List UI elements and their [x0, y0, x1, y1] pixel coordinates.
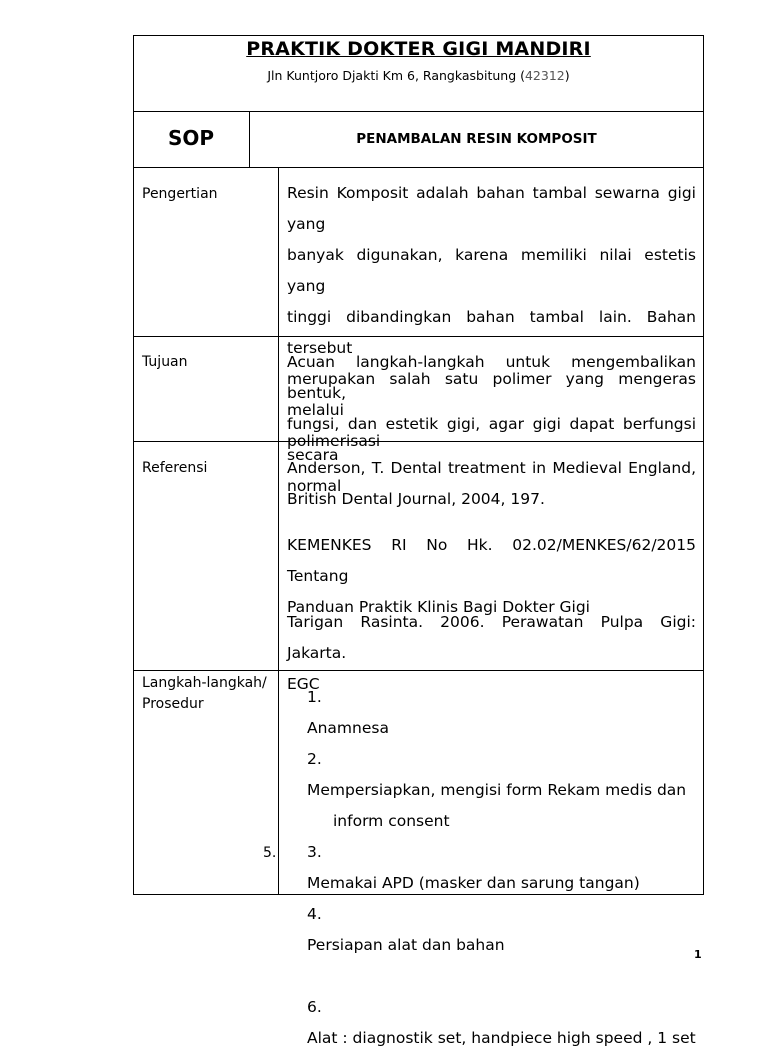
procedure-title: PENAMBALAN RESIN KOMPOSIT — [356, 131, 597, 147]
step-item — [307, 992, 696, 1054]
step-text: Alat : diagnostik set, handpiece high speed , 1 set — [307, 1029, 696, 1047]
pengertian-line: Resin Komposit adalah bahan tambal sewarna gigi yang — [287, 184, 696, 233]
procedure-steps — [307, 682, 696, 1054]
table-border-top — [133, 35, 704, 36]
step-gap — [307, 961, 696, 992]
tujuan-label: Tujuan — [142, 354, 188, 370]
table-border-left — [133, 35, 134, 895]
step-text: Mempersiapkan, mengisi form Rekam medis dan — [307, 781, 687, 799]
pengertian-label: Pengertian — [142, 186, 218, 202]
tujuan-line: fungsi, dan estetik gigi, agar gigi dapat berfungsi secara — [287, 415, 696, 464]
pengertian-line: merupakan salah satu polimer yang mengeras melalui — [287, 370, 696, 419]
step-item — [307, 837, 696, 899]
reference-line: Panduan Praktik Klinis Bagi Dokter Gigi — [287, 598, 590, 616]
clinic-address — [133, 68, 704, 83]
step-number: 2. — [307, 750, 322, 768]
pengertian-line: tinggi dibandingkan bahan tambal lain. Bahan tersebut — [287, 308, 696, 357]
tujuan-line: normal — [287, 477, 342, 495]
stray-step-number: 5. — [263, 845, 277, 861]
reference-line: KEMENKES RI No Hk. 02.02/MENKES/62/2015 Tentang — [287, 536, 696, 585]
reference-1 — [287, 453, 696, 515]
step-item — [307, 682, 696, 744]
row-divider-sop — [133, 167, 704, 168]
referensi-label: Referensi — [142, 460, 208, 476]
address-postal-code: 42312 — [524, 68, 565, 83]
pengertian-line: banyak digunakan, karena memiliki nilai estetis yang — [287, 246, 696, 295]
step-number: 6. — [307, 998, 322, 1016]
langkah-label-line2: Prosedur — [142, 696, 204, 712]
step-continuation: inform consent — [333, 812, 450, 830]
clinic-title: PRAKTIK DOKTER GIGI MANDIRI — [246, 38, 591, 60]
reference-line: EGC — [287, 675, 320, 693]
step-number: 3. — [307, 843, 322, 861]
reference-line: Tarigan Rasinta. 2006. Perawatan Pulpa Gigi: Jakarta. — [287, 613, 696, 662]
tujuan-line: Acuan langkah-langkah untuk mengembalikan bentuk, — [287, 353, 696, 402]
step-item — [307, 899, 696, 961]
step-text: Anamnesa — [307, 719, 389, 737]
sop-label: SOP — [167, 126, 215, 150]
address-close: ) — [564, 68, 570, 83]
reference-line: Anderson, T. Dental treatment in Medieval England, — [287, 459, 696, 477]
address-main: Jln Kuntjoro Djakti Km 6, Rangkasbitung ( — [267, 68, 525, 83]
step-text: Persiapan alat dan bahan — [307, 936, 505, 954]
row-divider-header — [133, 111, 704, 112]
step-number: 1. — [307, 688, 322, 706]
step-item — [307, 744, 696, 806]
reference-line: British Dental Journal, 2004, 197. — [287, 490, 545, 508]
page-number: 1 — [694, 948, 702, 961]
table-border-right — [703, 35, 704, 895]
pengertian-line: polimerisasi — [287, 432, 381, 450]
step-number: 4. — [307, 905, 322, 923]
label-column-divider — [278, 167, 279, 895]
langkah-label-line1: Langkah-langkah/ — [142, 675, 267, 691]
step-text: Memakai APD (masker dan sarung tangan) — [307, 874, 640, 892]
